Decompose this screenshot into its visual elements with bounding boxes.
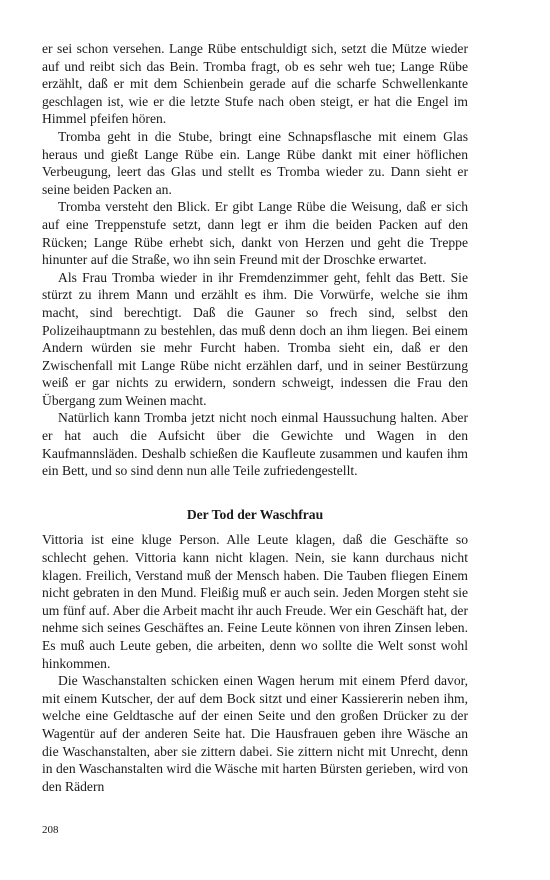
paragraph: Tromba versteht den Blick. Er gibt Lange Rübe die Weisung, daß er sich auf eine Treppenstufe setzt, dann legt er ihm die beiden Packen auf den Rücken; Lange Rübe erhebt sich, dankt von Herzen und geht die Treppe hinunter auf die Straße, wo ihn sein Freund mit der Droschke erwartet. <box>42 199 468 268</box>
paragraph: Vittoria ist eine kluge Person. Alle Leute klagen, daß die Geschäfte so schlecht gehen. Vittoria kann nicht klagen. Nein, sie kann durchaus nicht klagen. Freilich, Verstand muß der Mensch haben. Die Tauben fliegen Einem nicht gebraten in den Mund. Fleißig muß er auch sein. Jeden Morgen steht sie um fünf auf. Aber die Arbeit macht ihr auch Freude. Wer ein Geschäft hat, der nehme sich seines Geschäftes an. Feine Leute können von ihren Zinsen leben. Es muß auch Leute geben, die arbeiten, denn wo sollte die Welt sonst wohl hinkommen. <box>42 532 468 671</box>
page-body <box>42 40 468 795</box>
paragraph: Natürlich kann Tromba jetzt nicht noch einmal Haussuchung halten. Aber er hat auch die Aufsicht über die Gewichte und Wagen in den Kaufmannsläden. Deshalb schießen die Kaufleute zusammen und kaufen ihm ein Bett, und so sind denn nun alle Teile zufriedengestellt. <box>42 410 468 479</box>
paragraph: Tromba geht in die Stube, bringt eine Schnapsflasche mit einem Glas heraus und gießt Lange Rübe ein. Lange Rübe dankt mit einer höflichen Verbeugung, leert das Glas und stellt es Tromba wieder zu. Dann sieht er seine beiden Packen an. <box>42 128 468 197</box>
page-number: 208 <box>42 824 59 836</box>
paragraph: Als Frau Tromba wieder in ihr Fremdenzimmer geht, fehlt das Bett. Sie stürzt zu ihrem Mann und erzählt es ihm. Die Vorwürfe, welche sie ihm macht, sind berechtigt. Daß die Gauner so frech sind, selbst den Polizeihauptmann zu bestehlen, das muß denn doch an ihm liegen. Bei einem Andern würden sie mehr Furcht haben. Tromba sieht ein, daß er den Zwischenfall mit Lange Rübe nicht erzählen darf, und in seiner Bestürzung weiß er gar nichts zu erwidern, sondern schweigt, indessen die Frau den Übergang zum Weinen macht. <box>42 269 468 408</box>
paragraph: er sei schon versehen. Lange Rübe entschuldigt sich, setzt die Mütze wieder auf und reibt sich das Bein. Tromba fragt, ob es sehr weh tue; Lange Rübe erzählt, daß er mit dem Schienbein gerade auf die scharfe Schwellenkante geschlagen ist, wie er die letzte Stufe nach oben steigt, er hat die Engel im Himmel pfeifen hören. <box>42 41 468 127</box>
section-title: Der Tod der Waschfrau <box>186 506 324 522</box>
paragraph: Die Waschanstalten schicken einen Wagen herum mit einem Pferd davor, mit einem Kutscher, der auf dem Bock sitzt und einer Kassiererin neben ihm, welche eine Geldtasche auf der einen Seite und den großen Drücker zu der Wagentür auf der anderen Seite hat. Die Hausfrauen geben ihre Wäsche an die Waschanstalten, aber sie zittern dabei. Sie zittern nicht mit Unrecht, denn in den Waschanstalten wird die Wäsche mit harten Bürsten gerieben, wird von den Rädern <box>42 673 468 794</box>
